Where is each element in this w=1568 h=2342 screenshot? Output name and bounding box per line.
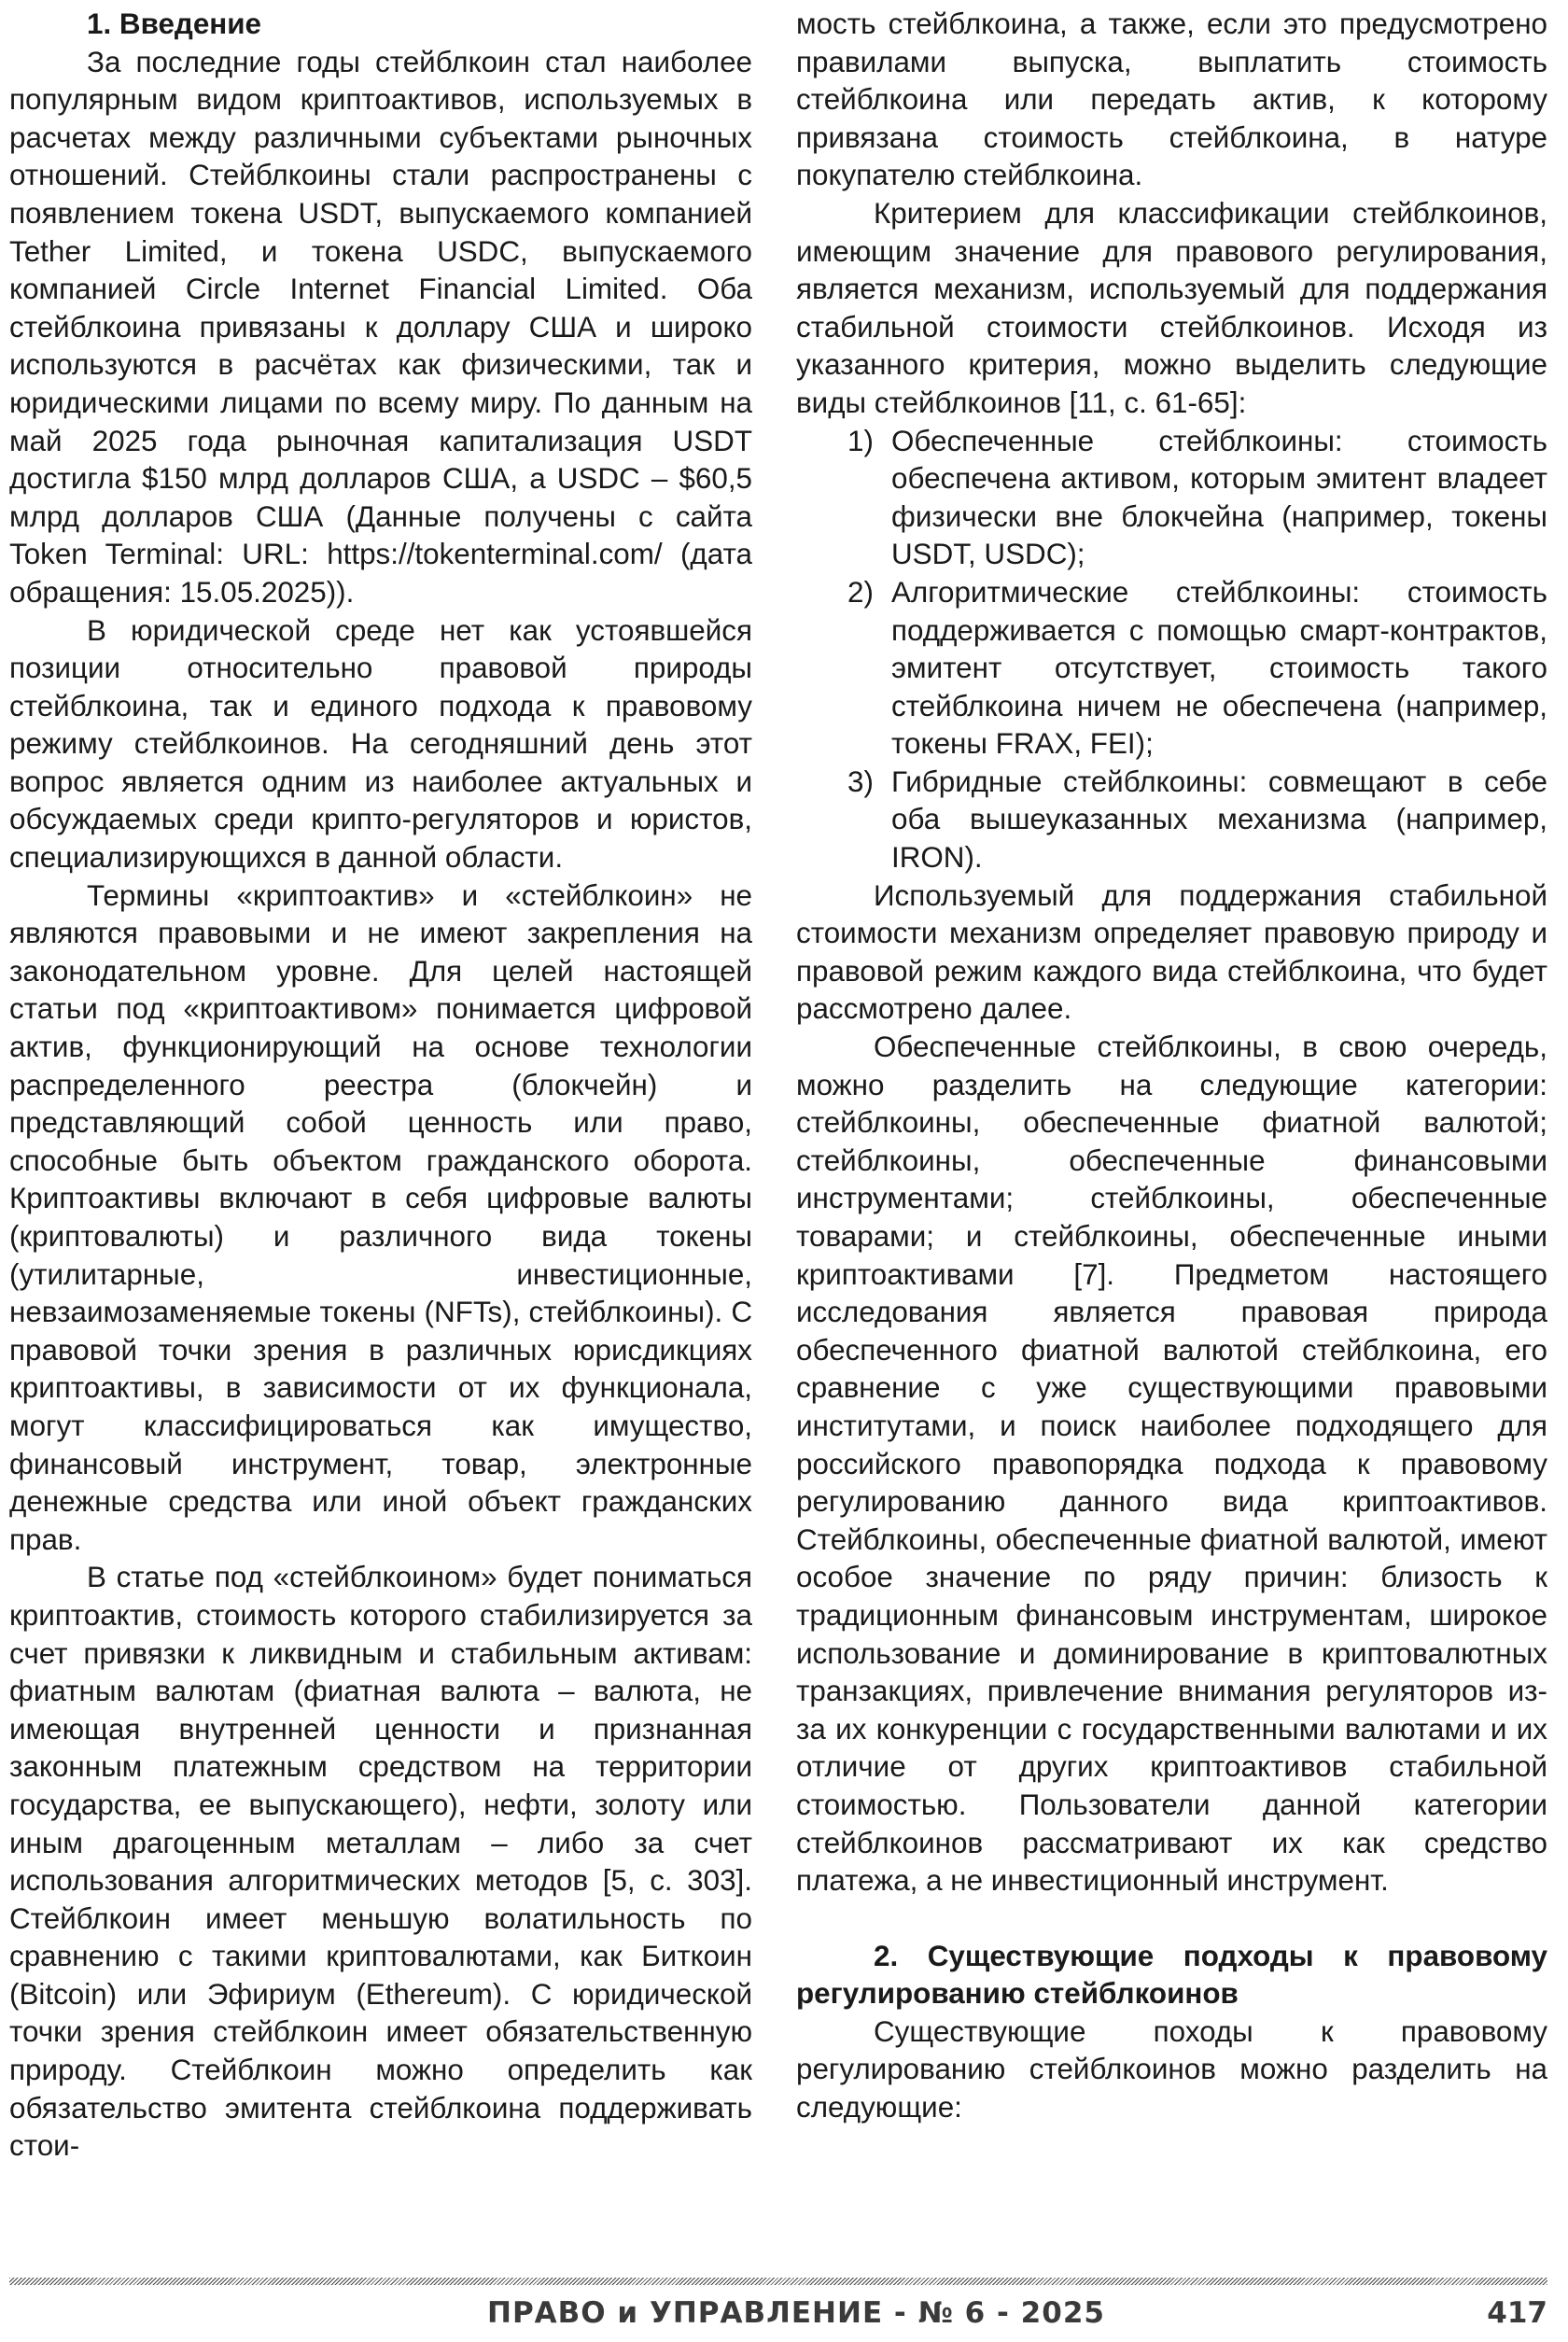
list-item-text: Алгоритмические стейблкоины: стоимость поддерживается с помощью смарт-контрактов, эмитент отсутствует, стоимость такого стейблкоина ничем не обеспечена (например, токены FRAX, FEI);: [891, 575, 1547, 761]
list-item-number: 1): [847, 424, 874, 457]
paragraph: Критерием для классификации стейблкоинов, имеющим значение для правового регулирования, является механизм, используемый для поддержания стабильной стоимости стейблкоинов. Исходя из указанного критерия, можно выделить следующие виды стейблкоинов [11, с. 61-65]:: [796, 196, 1547, 419]
paragraph: Существующие походы к правовому регулированию стейблкоинов можно разделить на следующие:: [796, 2014, 1547, 2125]
left-column: [9, 6, 752, 2166]
right-column: [796, 6, 1547, 2127]
paragraph: Термины «криптоактив» и «стейблкоин» не являются правовыми и не имеют закрепления на законодательном уровне. Для целей настоящей статьи под «криптоактивом» понимается цифровой актив, функционирующий на основе технологии распределенного реестра (блокчейн) и представляющий собой ценность или право, способные быть объектом гражданского оборота. Криптоактивы включают в себя цифровые валюты (криптовалюты) и различного вида токены (утилитарные, инвестиционные, невзаимозаменяемые токены (NFTs), стейблкоины). С правовой точки зрения в различных юрисдикциях криптоактивы, в зависимости от их функционала, могут классифицироваться как имущество, финансовый инструмент, товар, электронные денежные средства или иной объект гражданских прав.: [9, 878, 752, 1556]
list-item-text: Гибридные стейблкоины: совмещают в себе оба вышеуказанных механизма (например, IRON).: [891, 764, 1547, 875]
section-heading-approaches: 2. Существующие подходы к правовому регулированию стейблкоинов: [796, 1939, 1547, 2011]
paragraph: Используемый для поддержания стабильной стоимости механизм определяет правовую природу и правовой режим каждого вида стейблкоина, что будет рассмотрено далее.: [796, 878, 1547, 1026]
journal-title: ПРАВО и УПРАВЛЕНИЕ - № 6 - 2025: [487, 2296, 1105, 2330]
list-item-number: 3): [847, 764, 874, 798]
list-item-text: Обеспеченные стейблкоины: стоимость обеспечена активом, которым эмитент владеет физически вне блокчейна (например, токены USDT, USDC);: [891, 424, 1547, 571]
section-heading-introduction: 1. Введение: [87, 7, 262, 40]
paragraph-continuation: мость стейблкоина, а также, если это предусмотрено правилами выпуска, выплатить стоимость стейблкоина или передать актив, к которому привязана стоимость стейблкоина, в натуре покупателю стейблкоина.: [796, 7, 1547, 192]
stablecoin-types-list: [796, 423, 1547, 877]
paragraph: В юридической среде нет как устоявшейся позиции относительно правовой природы стейблкоина, так и единого подхода к правовому режиму стейблкоинов. На сегодняшний день этот вопрос является одним из наиболее актуальных и обсуждаемых среди крипто-регуляторов и юристов, специализирующихся в данной области.: [9, 613, 752, 875]
list-item-number: 2): [847, 575, 874, 609]
paragraph: Обеспеченные стейблкоины, в свою очередь, можно разделить на следующие категории: стейблкоины, обеспеченные фиатной валютой; стейблкоины, обеспеченные финансовыми инструментами; стейблкоины, обеспеченные товарами; и стейблкоины, обеспеченные иными криптоактивами [7]. Предметом настоящего исследования является правовая природа обеспеченного фиатной валютой стейблкоина, его сравнение с уже существующими правовыми институтами, и поиск наиболее подходящего для российского правопорядка подхода к правовому регулированию данного вида криптоактивов. Стейблкоины, обеспеченные фиатной валютой, имеют особое значение по ряду причин: близость к традиционным финансовым инструментам, широкое использование и доминирование в криптовалютных транзакциях, привлечение внимания регуляторов из-за их конкуренции с государственными валютами и их отличие от других криптоактивов стабильной стоимостью. Пользователи данной категории стейблкоинов рассматривают их как средство платежа, а не инвестиционный инструмент.: [796, 1031, 1547, 1898]
list-item: [796, 574, 1547, 764]
list-item: [796, 764, 1547, 877]
paragraph: В статье под «стейблкоином» будет пониматься криптоактив, стоимость которого стабилизируется за счет привязки к ликвидным и стабильным активам: фиатным валютам (фиатная валюта – валюта, не имеющая внутренней ценности и признанная законным платежным средством на территории государства, ее выпускающего), нефти, золоту или иным драгоценным металлам – либо за счет использования алгоритмических методов [5, с. 303]. Стейблкоин имеет меньшую волатильность по сравнению с такими криптовалютами, как Биткоин (Bitcoin) или Эфириум (Ethereum). С юридической точки зрения стейблкоин имеет обязательственную природу. Стейблкоин можно определить как обязательство эмитента стейблкоина поддерживать стои-: [9, 1561, 752, 2163]
page-number: 417: [1487, 2296, 1547, 2330]
footer-divider: [9, 2278, 1547, 2285]
paragraph: За последние годы стейблкоин стал наиболее популярным видом криптоактивов, используемых в расчетах между различными субъектами рыночных отношений. Стейблкоины стали распространены с появлением токена USDT, выпускаемого компанией Tether Limited, и токена USDC, выпускаемого компанией Circle Internet Financial Limited. Оба стейблкоина привязаны к доллару США и широко используются в расчётах как физическими, так и юридическими лицами по всему миру. По данным на май 2025 года рыночная капитализация USDT достигла $150 млрд долларов США, а USDC – $60,5 млрд долларов США (Данные получены с сайта Token Terminal: URL: https://tokenterminal.com/ (дата обращения: 15.05.2025)).: [9, 45, 752, 609]
list-item: [796, 423, 1547, 574]
